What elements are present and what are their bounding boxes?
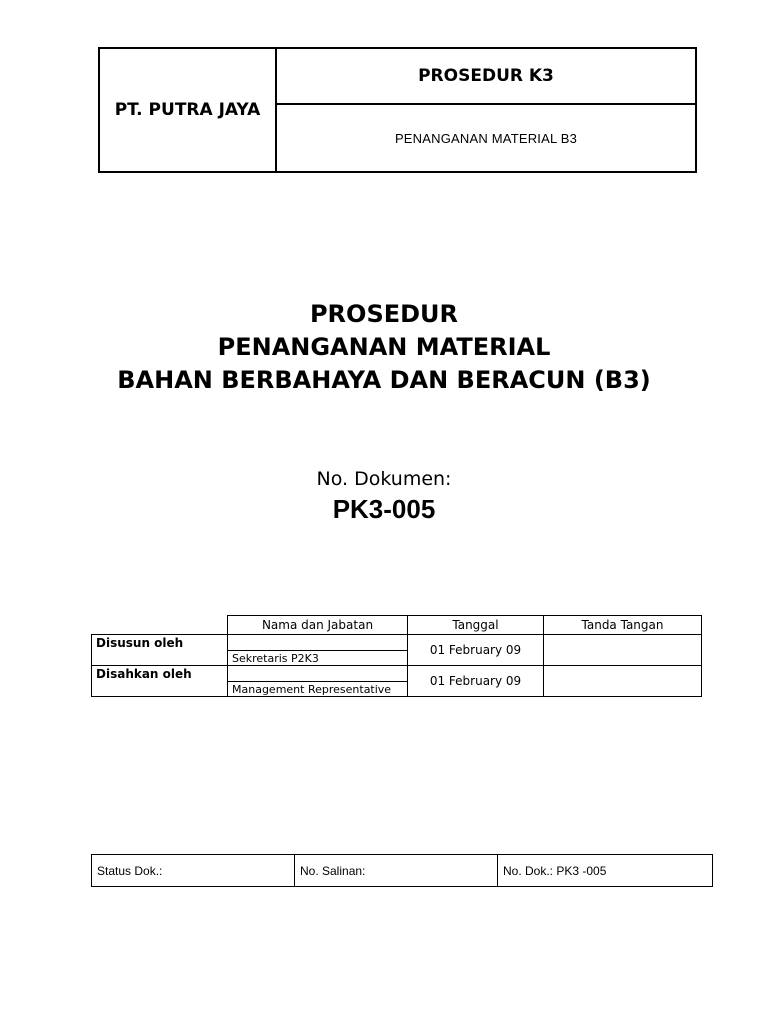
footer-copy-number: No. Salinan:	[295, 855, 498, 886]
company-name: PT. PUTRA JAYA	[100, 49, 277, 171]
role-approved-by: Disahkan oleh	[92, 666, 228, 697]
position-prepared-by: Sekretaris P2K3	[228, 651, 408, 666]
approval-table	[91, 615, 702, 697]
footer-document-number: No. Dok.: PK3 -005	[503, 863, 607, 878]
document-subject: PENANGANAN MATERIAL B3	[394, 130, 578, 146]
date-prepared-by: 01 February 09	[408, 635, 544, 666]
document-number: PK3-005	[332, 494, 436, 524]
name-prepared-by	[228, 635, 408, 651]
header-date: Tanggal	[408, 616, 544, 635]
footer-status: Status Dok.:	[92, 855, 295, 886]
position-approved-by: Management Representative	[228, 682, 408, 697]
table-row	[92, 666, 702, 682]
title-line-2: PENANGANAN MATERIAL	[217, 333, 551, 361]
signature-prepared-by	[544, 635, 702, 666]
document-number-label: No. Dokumen:	[316, 468, 452, 490]
signature-approved-by	[544, 666, 702, 697]
title-line-3: BAHAN BERBAHAYA DAN BERACUN (B3)	[117, 366, 651, 394]
title-line-1: PROSEDUR	[309, 300, 459, 328]
table-row	[92, 635, 702, 651]
header-signature: Tanda Tangan	[544, 616, 702, 635]
approval-header-row	[92, 616, 702, 635]
date-approved-by: 01 February 09	[408, 666, 544, 697]
document-type: PROSEDUR K3	[277, 49, 695, 105]
document-footer	[91, 854, 713, 887]
name-approved-by	[228, 666, 408, 682]
approval-corner	[92, 616, 228, 635]
role-prepared-by: Disusun oleh	[92, 635, 228, 666]
header-name-position: Nama dan Jabatan	[228, 616, 408, 635]
document-title	[0, 298, 768, 397]
document-header	[98, 47, 697, 173]
